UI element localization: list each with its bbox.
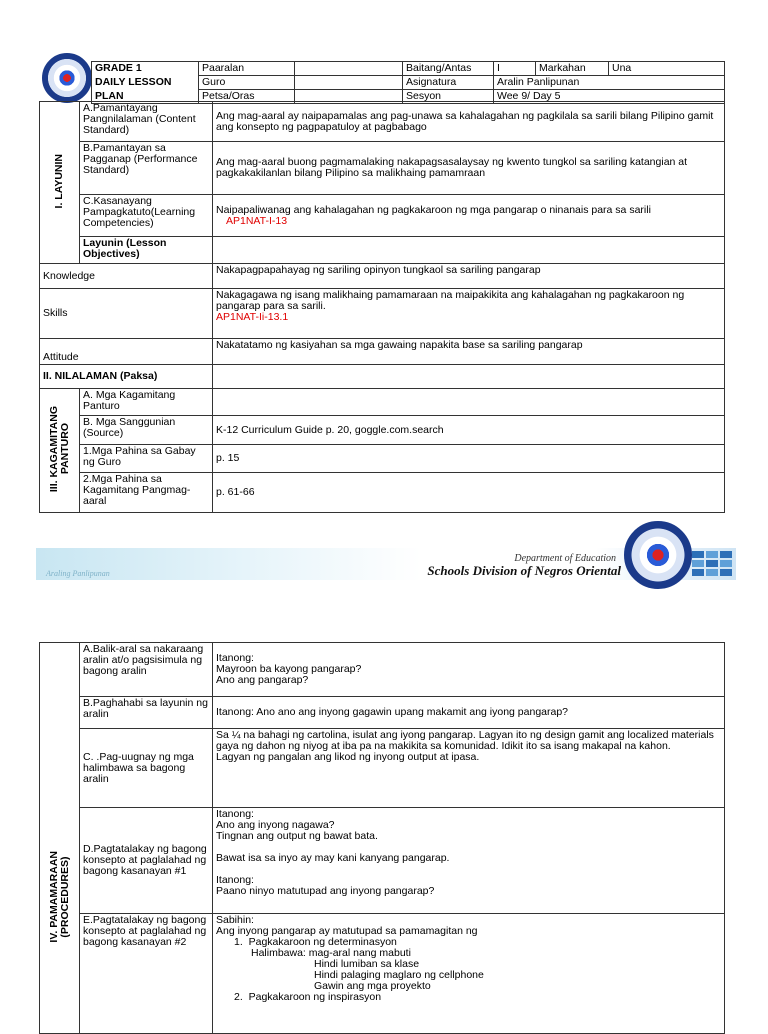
content-standard-label: A.Pamantayang Pangnilalaman (Content Standard) <box>80 102 213 142</box>
footer-left-text: Araling Panlipunan <box>46 569 110 578</box>
paaralan-label: Paaralan <box>199 62 295 76</box>
pagtatalakay-1-label: D.Pagtatalakay ng bagong konsepto at paglalahad ng bagong kasanayan #1 <box>80 808 213 914</box>
skills-value: Nakagagawa ng isang malikhaing pamamaraan na maipakikita ang kahalagahan ng pagkakaroon ng pangarap para sa sarili. <box>216 289 685 312</box>
division-seal-logo <box>624 521 692 589</box>
baitang-value: I <box>494 62 536 76</box>
deped-seal-logo <box>42 53 92 103</box>
sanggunian-value: K-12 Curriculum Guide p. 20, goggle.com.search <box>213 416 725 445</box>
sanggunian-label: B. Mga Sanggunian (Source) <box>80 416 213 445</box>
plan-label: PLAN <box>92 90 199 104</box>
knowledge-value: Nakapagpapahayag ng sariling opinyon tungkaol sa sariling pangarap <box>213 264 725 289</box>
guro-value[interactable] <box>295 76 403 90</box>
paghahabi-label: B.Paghahabi sa layunin ng aralin <box>80 697 213 729</box>
performance-standard-label: B.Pamantayan sa Pagganap (Performance Standard) <box>80 142 213 195</box>
layunin-section-label: I. LAYUNIN <box>53 153 65 209</box>
kagamitan-section-cell <box>40 389 80 513</box>
attitude-value: Nakatatamo ng kasiyahan sa mga gawaing napakita base sa sariling pangarap <box>213 339 725 365</box>
footer-blocks-icon <box>692 551 732 577</box>
performance-standard-value: Ang mag-aaral buong pagmamalaking nakapagsasalaysay ng kwento tungkol sa sariling katangian at pagkakakilanlan bilang Pilipino sa malikhaing pamamraan <box>213 142 725 195</box>
baitang-label: Baitang/Antas <box>403 62 494 76</box>
markahan-value: Una <box>609 62 725 76</box>
paghahabi-value: Itanong: Ano ano ang inyong gagawin upang makamit ang iyong pangarap? <box>213 697 725 729</box>
sesyon-label: Sesyon <box>403 90 494 104</box>
nilalaman-value <box>213 365 725 389</box>
content-standard-value: Ang mag-aaral ay naipapamalas ang pag-unawa sa kahalagahan ng pagkilala sa sarili bilang Pilipino gamit ang konsepto ng pagpapatuloy at pagbabago <box>213 102 725 142</box>
paaralan-value[interactable] <box>295 62 403 76</box>
lesson-plan-table <box>39 101 725 513</box>
nilalaman-label: II. NILALAMAN (Paksa) <box>40 365 213 389</box>
kagamitan-section-label: III. KAGAMITANG PANTURO <box>47 405 71 493</box>
pagtatalakay-1-value: Itanong: Ano ang inyong nagawa? Tingnan ang output ng bawat bata. Bawat isa sa inyo ay may kani kanyang pangarap. Itanong: Paano ninyo matutupad ang inyong pangarap? <box>213 808 725 914</box>
kagamitang-pangmag-aaral-label: 2.Mga Pahina sa Kagamitang Pangmag-aaral <box>80 473 213 513</box>
gabay-guro-label: 1.Mga Pahina sa Gabay ng Guro <box>80 445 213 473</box>
footer-division-text: Schools Division of Negros Oriental <box>427 563 621 578</box>
gabay-guro-value: p. 15 <box>213 445 725 473</box>
learning-competencies-cell <box>213 195 725 237</box>
skills-code: AP1NAT-Ii-13.1 <box>216 311 289 323</box>
learning-competencies-label: C.Kasanayang Pampagkatuto(Learning Competencies) <box>80 195 213 237</box>
pag-uugnay-label: C. .Pag-uugnay ng mga halimbawa sa bagong aralin <box>80 729 213 808</box>
learning-competencies-value: Naipapaliwanag ang kahalagahan ng pagkakaroon ng mga pangarap o ninanais para sa sarili <box>216 203 651 216</box>
skills-label: Skills <box>40 289 213 339</box>
knowledge-label: Knowledge <box>40 264 213 289</box>
pagtatalakay-2-value: Sabihin: Ang inyong pangarap ay matutupad sa pamamagitan ng 1. Pagkakaroon ng determinasyon Halimbawa: mag-aral nang mabuti Hindi lumiban sa klase Hindi palaging maglaro ng cellphone Gawin ang mga proyekto 2. Pagkakaroon ng inspirasyon <box>213 914 725 1034</box>
footer-dept-text: Department of Education <box>514 553 616 564</box>
balik-aral-value: Itanong: Mayroon ba kayong pangarap? Ano ang pangarap? <box>213 643 725 697</box>
petsa-label: Petsa/Oras <box>199 90 295 104</box>
pamamaraan-section-cell <box>40 643 80 1034</box>
procedures-table <box>39 642 725 1034</box>
competency-code: AP1NAT-I-13 <box>226 214 288 227</box>
kagamitang-panturo-label: A. Mga Kagamitang Panturo <box>80 389 213 416</box>
asignatura-value: Aralin Panlipunan <box>494 76 725 90</box>
kagamitang-panturo-value <box>213 389 725 416</box>
markahan-label: Markahan <box>536 62 609 76</box>
lesson-objectives-label: Layunin (Lesson Objectives) <box>80 237 213 264</box>
lesson-objectives-value <box>213 237 725 264</box>
kagamitang-pangmag-aaral-value: p. 61-66 <box>213 473 725 513</box>
layunin-section-cell <box>40 102 80 264</box>
skills-cell <box>213 289 725 339</box>
pagtatalakay-2-label: E.Pagtatalakay ng bagong konsepto at paglalahad ng bagong kasanayan #2 <box>80 914 213 1034</box>
sesyon-value: Wee 9/ Day 5 <box>494 90 725 104</box>
attitude-label: Attitude <box>40 339 213 365</box>
guro-label: Guro <box>199 76 295 90</box>
header-table <box>91 61 725 104</box>
daily-lesson-label: DAILY LESSON <box>92 76 199 90</box>
grade-label: GRADE 1 <box>92 62 199 76</box>
balik-aral-label: A.Balik-aral sa nakaraang aralin at/o pagsisimula ng bagong aralin <box>80 643 213 697</box>
asignatura-label: Asignatura <box>403 76 494 90</box>
pamamaraan-section-label: IV. PAMAMARAAN (PROCEDURES) <box>47 850 71 943</box>
pag-uugnay-value: Sa ¼ na bahagi ng cartolina, isulat ang iyong pangarap. Lagyan ito ng design gamit ang localized materials gaya ng dahon ng niyog at iba pa na makikita sa komunidad. Idikit ito sa isang makapal na kahon. Lagyan ng pangalan ang likod ng inyong output at ipasa. <box>213 729 725 808</box>
